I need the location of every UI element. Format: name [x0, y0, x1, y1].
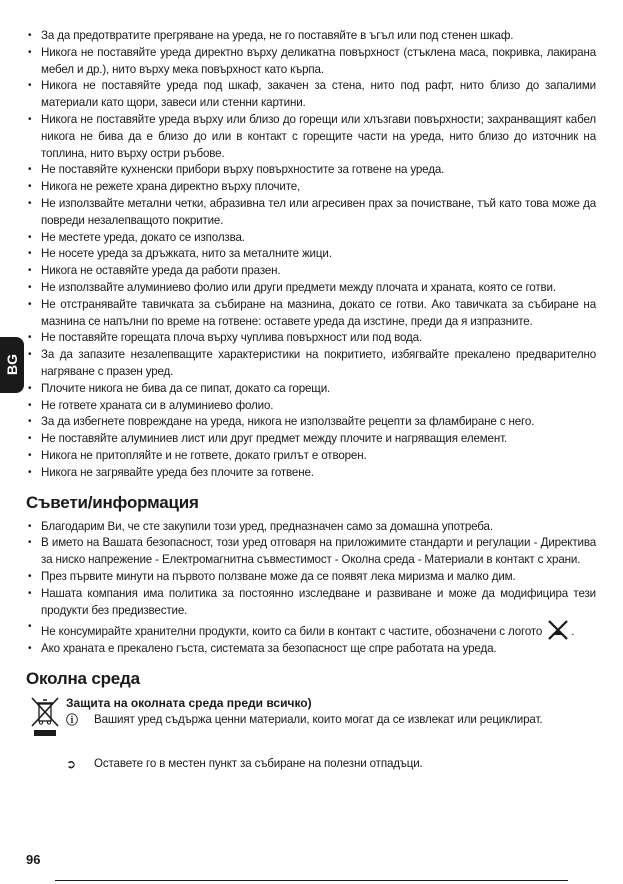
list-item: • За да избегнете повреждане на уреда, никога не използвайте рецепти за фламбиране с него.	[26, 414, 596, 431]
environment-item	[66, 756, 596, 773]
list-item: • В името на Вашата безопасност, този уред отговаря на приложимите стандарти и регулации - Директива за ниско напрежение - Електромагнитна съвместимост - Околна среда - Материали в контакт с храни.	[26, 535, 596, 569]
list-item: • Нашата компания има политика за постоянно изследване и развиване и може да модифицира тези продукти без предизвестие.	[26, 586, 596, 620]
page-number: 96	[26, 852, 41, 867]
list-item: • Никога не оставяйте уреда да работи празен.	[26, 263, 596, 280]
tips-list	[26, 519, 596, 659]
list-item: • Не използвайте алуминиево фолио или други предмети между плочата и храната, която се готви.	[26, 280, 596, 297]
page-content	[26, 28, 596, 777]
environment-item	[66, 712, 596, 729]
list-item: • Никога не загрявайте уреда без плочите за готвене.	[26, 465, 596, 482]
list-item: • Никога не притопляйте и не гответе, докато грилът е отворен.	[26, 448, 596, 465]
crossed-utensil-icon	[545, 619, 571, 641]
list-item-text: Не консумирайте хранителни продукти, които са били в контакт с частите, обозначени с логото	[41, 625, 543, 639]
environment-title: Защита на околната среда преди всичко)	[66, 696, 312, 711]
list-item: • Не използвайте метални четки, абразивна тел или агресивен прах за почистване, тъй като това може да повреди незалепващото покритие.	[26, 196, 596, 230]
list-item: • Благодарим Ви, че сте закупили този уред, предназначен само за домашна употреба.	[26, 519, 596, 536]
info-icon: ⓘ	[66, 713, 79, 728]
environment-item-text: Оставете го в местен пункт за събиране на полезни отпадъци.	[94, 757, 423, 771]
language-tab	[0, 337, 24, 393]
list-item: • За да предотвратите прегряване на уреда, не го поставяйте в ъгъл или под стенен шкаф.	[26, 28, 596, 45]
warnings-list	[26, 28, 596, 482]
list-item: • Никога не режете храна директно върху плочите,	[26, 179, 596, 196]
tips-heading: Съвети/информация	[26, 492, 199, 512]
list-item: • Не поставяйте кухненски прибори върху повърхностите за готвене на уреда.	[26, 162, 596, 179]
list-item: • Не отстранявайте тавичката за събиране на мазнина, докато се готви. Ако тавичката за събиране на мазнина се напълни по време на готвене: оставете уреда да изстине, преди да я изпразните.	[26, 297, 596, 331]
language-tab-label: BG	[4, 354, 20, 375]
list-item: • Никога не поставяйте уреда под шкаф, закачен за стена, нито под рафт, нито близо до запалими материали като щори, завеси или стенни картини.	[26, 78, 596, 112]
list-item	[26, 619, 596, 641]
environment-block	[26, 695, 596, 777]
weee-bin-icon	[30, 696, 60, 738]
footer-divider	[55, 880, 568, 881]
list-item: • През първите минути на първото ползване може да се появят лека миризма и малко дим.	[26, 569, 596, 586]
list-item: • Ако храната е прекалено гъста, системата за безопасност ще спре работата на уреда.	[26, 641, 596, 658]
list-item: • Не местете уреда, докато се използва.	[26, 230, 596, 247]
list-item: • Плочите никога не бива да се пипат, докато са горещи.	[26, 381, 596, 398]
environment-heading: Околна среда	[26, 669, 140, 689]
environment-item-text: Вашият уред съдържа ценни материали, които могат да се извлекат или рециклират.	[94, 713, 543, 727]
list-item: • Никога не поставяйте уреда директно върху деликатна повърхност (стъклена маса, покривка, лакирана мебел и др.), нито върху мека повърхност като кърпа.	[26, 45, 596, 79]
list-item: • Не гответе храната си в алуминиево фолио.	[26, 398, 596, 415]
list-item: • За да запазите незалепващите характеристики на покритието, избягвайте прекалено предварително нагряване с празен уред.	[26, 347, 596, 381]
list-item-end: .	[571, 625, 575, 639]
list-item: • Никога не поставяйте уреда върху или близо до горещи или хлъзгави повърхности; захранващият кабел никога не бива да е близо до или в контакт с горещите части на уреда, нито близо до източник на топлина, нито върху остри ръбове.	[26, 112, 596, 162]
arrow-icon: ➲	[66, 757, 77, 772]
list-item: • Не поставяйте алуминиев лист или друг предмет между плочите и нагряващия елемент.	[26, 431, 596, 448]
list-item: • Не носете уреда за дръжката, нито за металните жици.	[26, 246, 596, 263]
list-item: • Не поставяйте горещата плоча върху чуплива повърхност или под вода.	[26, 330, 596, 347]
